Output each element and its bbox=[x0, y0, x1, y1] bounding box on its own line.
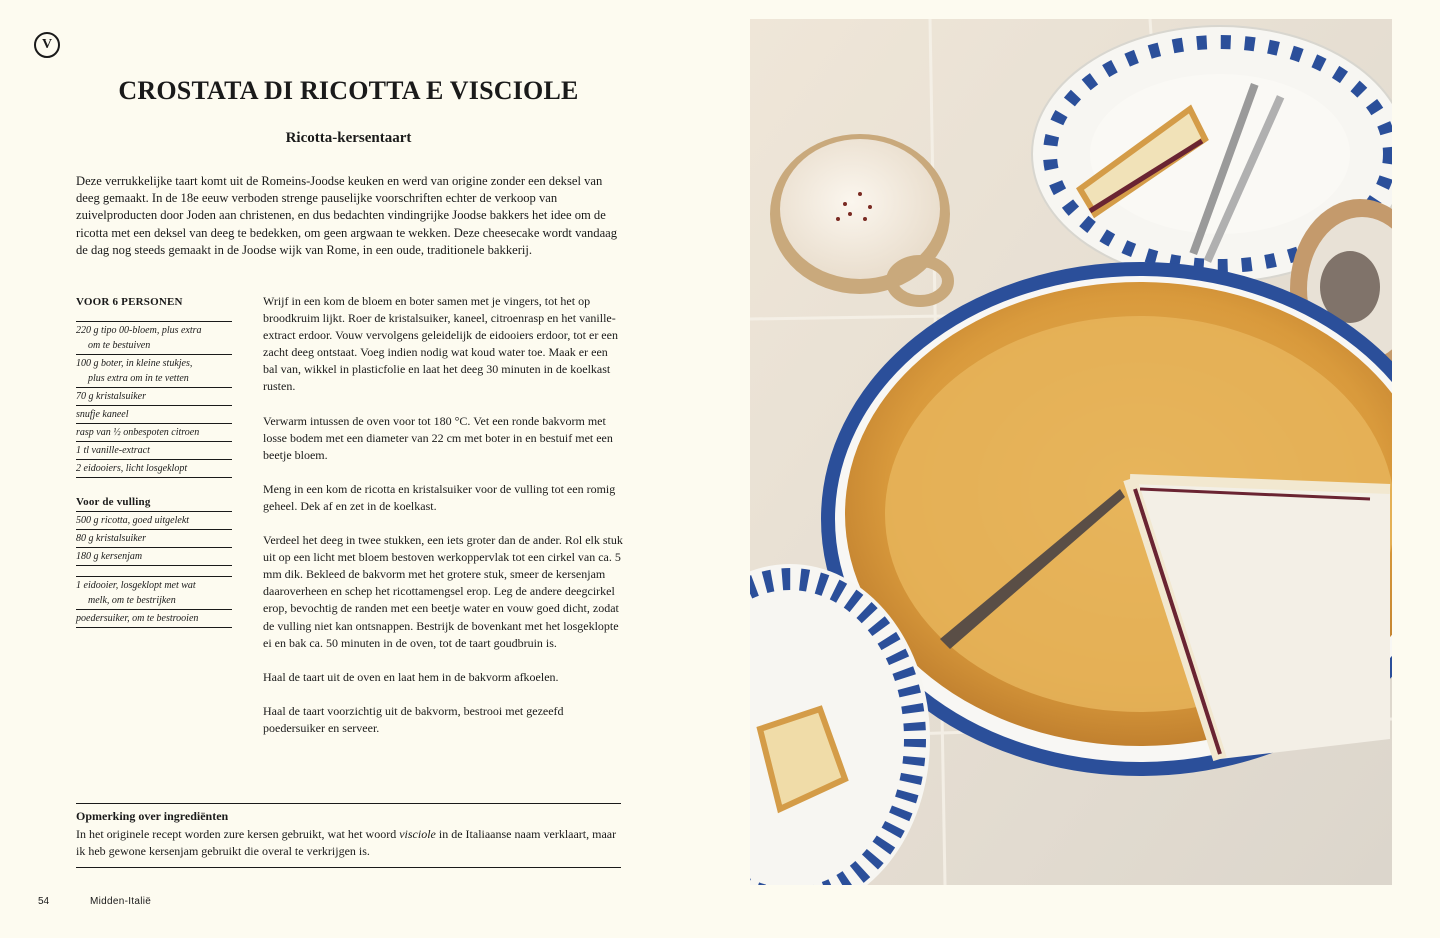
filling-heading: Voor de vulling bbox=[76, 490, 232, 512]
note-text-italic: visciole bbox=[399, 826, 436, 841]
ingredient-items bbox=[76, 322, 232, 478]
method-step: Haal de taart uit de oven en laat hem in de bakvorm afkoelen. bbox=[263, 669, 559, 684]
vegetarian-badge-icon: V bbox=[34, 32, 60, 58]
recipe-title: CROSTATA DI RICOTTA E VISCIOLE bbox=[118, 76, 579, 105]
ingredient-item bbox=[76, 530, 232, 548]
ingredient-item bbox=[76, 424, 232, 442]
ingredient-item bbox=[76, 610, 232, 628]
servings-heading: VOOR 6 PERSONEN bbox=[76, 294, 232, 322]
ingredient-item bbox=[76, 460, 232, 478]
method-step: Verwarm intussen de oven voor tot 180 °C. Vet een ronde bakvorm met losse bodem met een diameter van 22 cm met boter in en bestuif met een beetje bloem. bbox=[263, 413, 613, 462]
ingredient-item bbox=[76, 406, 232, 424]
ingredient-note bbox=[76, 803, 621, 868]
section-name: Midden-Italië bbox=[90, 896, 152, 907]
ingredient-line: 1 tl vanille-extract bbox=[76, 445, 150, 456]
method-step: Verdeel het deeg in twee stukken, een iets groter dan de ander. Rol elk stuk uit op een licht met bloem bestoven werkoppervlak tot een cirkel van ca. 5 mm dik. Bekleed de bakvorm met het grotere stuk, smeer de kersenjam daaroverheen en schep het ricottamengsel erop. Leg de andere deegcirkel erop, bevochtig de randen met een beetje water en vouw goed dicht, zodat de vulling niet kan ontsnappen. Bestrijk de bovenkant met het losgeklopte ei en bak ca. 50 minuten in de oven, tot de taart goudbruin is. bbox=[263, 533, 623, 650]
recipe-intro: Deze verrukkelijke taart komt uit de Romeins-Joodse keuken en werd van origine zonder een deksel van deeg gemaakt. In de 18e eeuw verboden strenge pauselijke voorschriften echter de verkoop van zuivelproducten door Joden aan christenen, en dus bedachten vindingrijke Joodse bakkers het idee om de ricotta met een deksel van deeg te bedekken, om geen argwaan te wekken. Deze cheesecake wordt vandaag de dag nog steeds gemaakt in de Joodse wijk van Rome, in een oude, traditionele bakkerij. bbox=[76, 174, 618, 257]
ingredient-line: 70 g kristalsuiker bbox=[76, 391, 146, 402]
filling-items bbox=[76, 512, 232, 566]
ingredient-spacer bbox=[76, 566, 232, 577]
method-step: Wrijf in een kom de bloem en boter samen met je vingers, tot het op broodkruim lijkt. Roer de kristalsuiker, kaneel, citroenrasp en het vanille-extract erdoor. Vouw vervolgens geleidelijk de eidooiers erdoor, tot er een zacht deeg ontstaat. Voeg indien nodig wat koud water toe. Maak er een bal van, wikkel in plasticfolie en laat het deeg 30 minuten in de koelkast rusten. bbox=[263, 294, 618, 394]
ingredient-item bbox=[76, 548, 232, 566]
ingredients-list bbox=[76, 294, 232, 628]
ingredient-line-continued: plus extra om in te vetten bbox=[88, 373, 189, 384]
note-text-after: in de Italiaanse naam verklaart, maar ik heb gewone kersenjam gebruikt die overal te verkrijgen is. bbox=[76, 826, 617, 858]
ingredient-line: 100 g boter, in kleine stukjes, bbox=[76, 358, 193, 369]
ingredient-line: 180 g kersenjam bbox=[76, 551, 143, 562]
ingredient-line: 220 g tipo 00-bloem, plus extra bbox=[76, 325, 202, 336]
ingredient-item bbox=[76, 577, 232, 610]
recipe-subtitle: Ricotta-kersentaart bbox=[285, 130, 412, 146]
ingredient-line: rasp van ½ onbespoten citroen bbox=[76, 427, 200, 438]
ingredient-line-continued: om te bestuiven bbox=[88, 340, 151, 351]
ingredient-item bbox=[76, 512, 232, 530]
ingredient-item bbox=[76, 442, 232, 460]
ingredient-line: 2 eidooiers, licht losgeklopt bbox=[76, 463, 188, 474]
ingredient-line: 1 eidooier, losgeklopt met wat bbox=[76, 580, 196, 591]
ingredient-line: snufje kaneel bbox=[76, 409, 129, 420]
recipe-photo bbox=[750, 19, 1392, 885]
ingredient-line: poedersuiker, om te bestrooien bbox=[76, 613, 199, 624]
method-step: Haal de taart voorzichtig uit de bakvorm, bestrooi met gezeefd poedersuiker en serveer. bbox=[263, 703, 564, 735]
ingredient-item bbox=[76, 388, 232, 406]
pie-photo-illustration bbox=[750, 19, 1392, 885]
ingredient-line: 500 g ricotta, goed uitgelekt bbox=[76, 515, 190, 526]
page-number: 54 bbox=[38, 896, 50, 907]
method-step: Meng in een kom de ricotta en kristalsuiker voor de vulling tot een romig geheel. Dek af en zet in de koelkast. bbox=[263, 481, 616, 513]
note-text bbox=[76, 826, 621, 861]
ingredient-item bbox=[76, 322, 232, 355]
ingredient-line: 80 g kristalsuiker bbox=[76, 533, 146, 544]
note-text-before: In het originele recept worden zure kersen gebruikt, wat het woord bbox=[76, 826, 400, 841]
ingredient-line-continued: melk, om te bestrijken bbox=[88, 595, 176, 606]
finish-items bbox=[76, 577, 232, 628]
note-title: Opmerking over ingrediënten bbox=[76, 809, 229, 823]
ingredient-item bbox=[76, 355, 232, 388]
method-steps bbox=[263, 293, 623, 754]
